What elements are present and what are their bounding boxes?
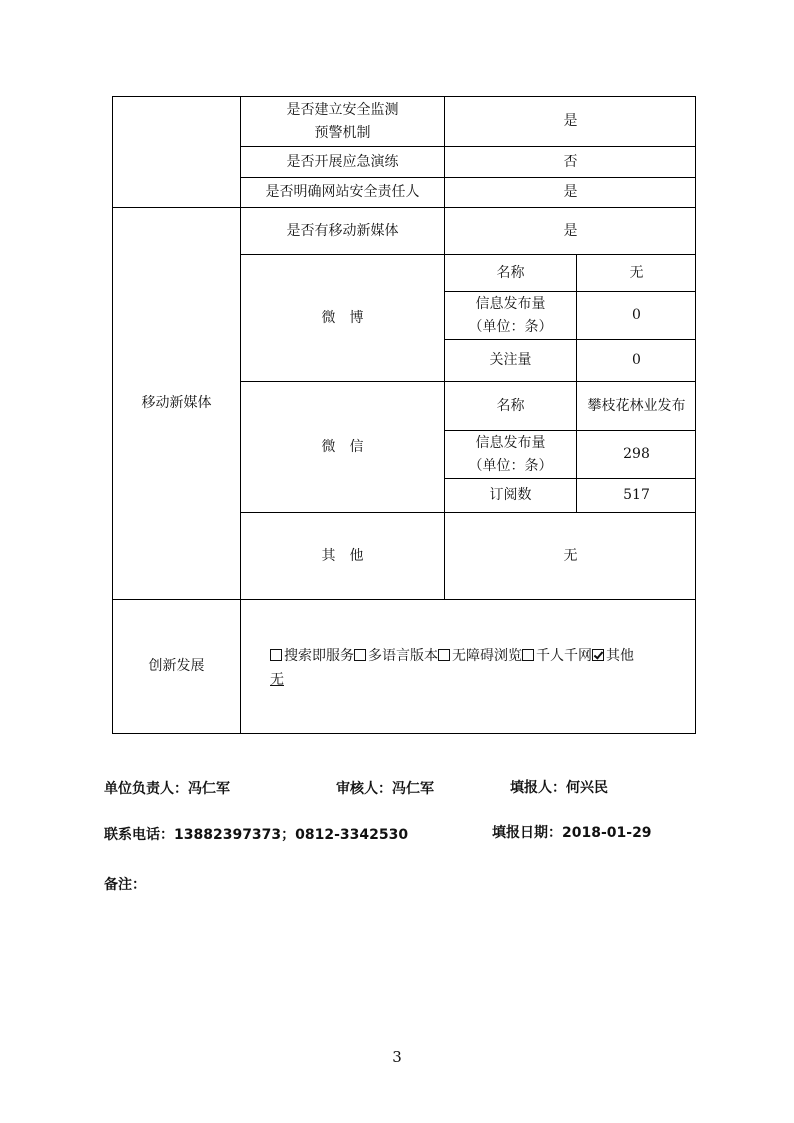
has-new-media-value: 是	[563, 222, 578, 239]
security-warning-value: 是	[563, 113, 578, 129]
wechat-subscribers-value: 517	[623, 487, 650, 503]
report-date: 填报日期：2018-01-29	[492, 825, 652, 841]
option-accessibility[interactable]: 无障碍浏览	[438, 648, 522, 664]
innovation-options	[270, 644, 690, 692]
wechat-posts-value: 298	[623, 446, 650, 462]
unit-head: 单位负责人：冯仁军	[104, 781, 230, 797]
wechat-subscribers-label: 订阅数	[489, 487, 532, 503]
emergency-drill-label: 是否开展应急演练	[286, 153, 399, 170]
other-media-label: 其 他	[321, 547, 364, 564]
weibo-name-label: 名称	[496, 264, 525, 281]
option-other[interactable]: 其他	[592, 648, 634, 664]
weibo-posts-label: 信息发布量（单位：条）	[468, 295, 553, 335]
page-number: 3	[392, 1048, 402, 1066]
innovation-other-text: 无	[270, 672, 284, 688]
checkbox-icon[interactable]	[270, 649, 282, 661]
wechat-label: 微 信	[321, 438, 364, 455]
weibo-name-value: 无	[629, 264, 644, 281]
security-warning-label: 是否建立安全监测预警机制	[286, 101, 399, 141]
security-officer-value: 是	[563, 184, 578, 200]
mobile-media-section-label: 移动新媒体	[141, 395, 212, 411]
checkbox-icon[interactable]	[522, 649, 534, 661]
reviewer: 审核人：冯仁军	[336, 781, 434, 797]
checkbox-icon[interactable]	[438, 649, 450, 661]
wechat-posts-label: 信息发布量（单位：条）	[468, 434, 553, 474]
filler: 填报人：何兴民	[510, 780, 608, 796]
innovation-label: 创新发展	[148, 658, 205, 674]
weibo-label: 微 博	[321, 309, 364, 326]
wechat-name-label: 名称	[496, 397, 525, 414]
contact-phone: 联系电话：13882397373；0812-3342530	[104, 827, 409, 843]
other-media-value: 无	[563, 547, 578, 564]
wechat-name-value: 攀枝花林业发布	[587, 397, 686, 414]
checkbox-checked-icon[interactable]	[592, 649, 604, 661]
remarks: 备注：	[104, 877, 146, 893]
weibo-posts-value: 0	[632, 307, 641, 323]
security-officer-label: 是否明确网站安全责任人	[265, 184, 420, 200]
emergency-drill-value: 否	[563, 153, 578, 170]
weibo-followers-label: 关注量	[489, 352, 532, 368]
option-multilingual[interactable]: 多语言版本	[354, 648, 438, 664]
has-new-media-label: 是否有移动新媒体	[286, 222, 399, 239]
checkbox-icon[interactable]	[354, 649, 366, 661]
option-search-as-service[interactable]: 搜索即服务	[270, 648, 354, 664]
option-personalized[interactable]: 千人千网	[522, 648, 592, 664]
weibo-followers-value: 0	[632, 352, 641, 368]
